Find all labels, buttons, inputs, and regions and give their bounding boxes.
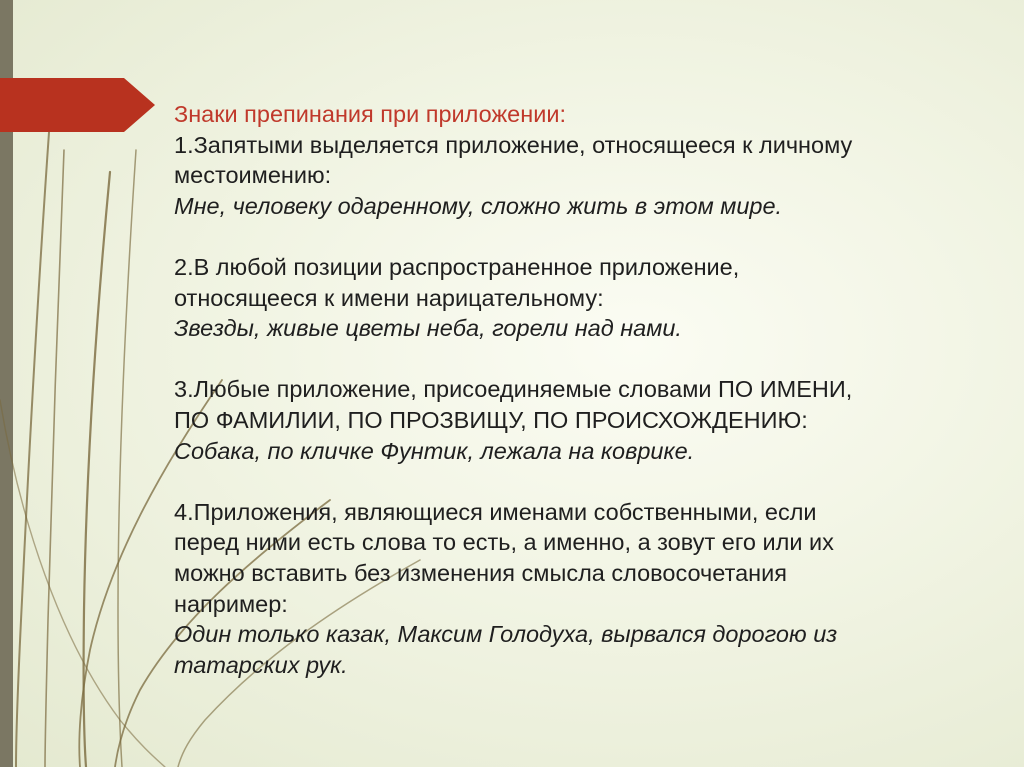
- rule-1-line-1: 1.Запятыми выделяется приложение, относящееся к личному: [174, 131, 853, 158]
- curve-4: [118, 150, 136, 767]
- curve-3: [84, 172, 110, 767]
- curve-8: [0, 400, 165, 767]
- rule-3-example: Собака, по кличке Фунтик, лежала на коврике.: [174, 437, 695, 464]
- rule-3-line-1: 3.Любые приложение, присоединяемые словами ПО ИМЕНИ,: [174, 376, 853, 403]
- rule-4-line-2: перед ними есть слова то есть, а именно, а зовут его или их: [174, 529, 834, 556]
- rule-2-line-1: 2.В любой позиции распространенное приложение,: [174, 253, 740, 280]
- red-arrow-banner: [0, 78, 155, 132]
- rule-4-example-line-1: Один только казак, Максим Голодуха, вырвался дорогою из: [174, 621, 838, 648]
- rule-4-line-4: например:: [174, 590, 288, 617]
- rule-1-line-2: местоимению:: [174, 162, 332, 189]
- slide-content: [174, 99, 1004, 680]
- slide-title: Знаки препинания при приложении:: [174, 101, 567, 127]
- spacer: [174, 221, 1004, 252]
- rule-4-line-3: можно вставить без изменения смысла словосочетания: [174, 559, 787, 586]
- rule-4-line-1: 4.Приложения, являющиеся именами собственными, если: [174, 498, 817, 525]
- curve-1: [16, 118, 50, 767]
- spacer: [174, 466, 1004, 497]
- spacer: [174, 344, 1004, 375]
- curve-2: [45, 150, 64, 767]
- rule-4-example-line-2: татарских рук.: [174, 651, 348, 678]
- rule-3-line-2: ПО ФАМИЛИИ, ПО ПРОЗВИЩУ, ПО ПРОИСХОЖДЕНИЮ:: [174, 406, 808, 433]
- rule-2-line-2: относящееся к имени нарицательному:: [174, 284, 604, 311]
- rule-2-example: Звезды, живые цветы неба, горели над нами.: [174, 315, 682, 342]
- rule-1-example: Мне, человеку одаренному, сложно жить в этом мире.: [174, 192, 783, 219]
